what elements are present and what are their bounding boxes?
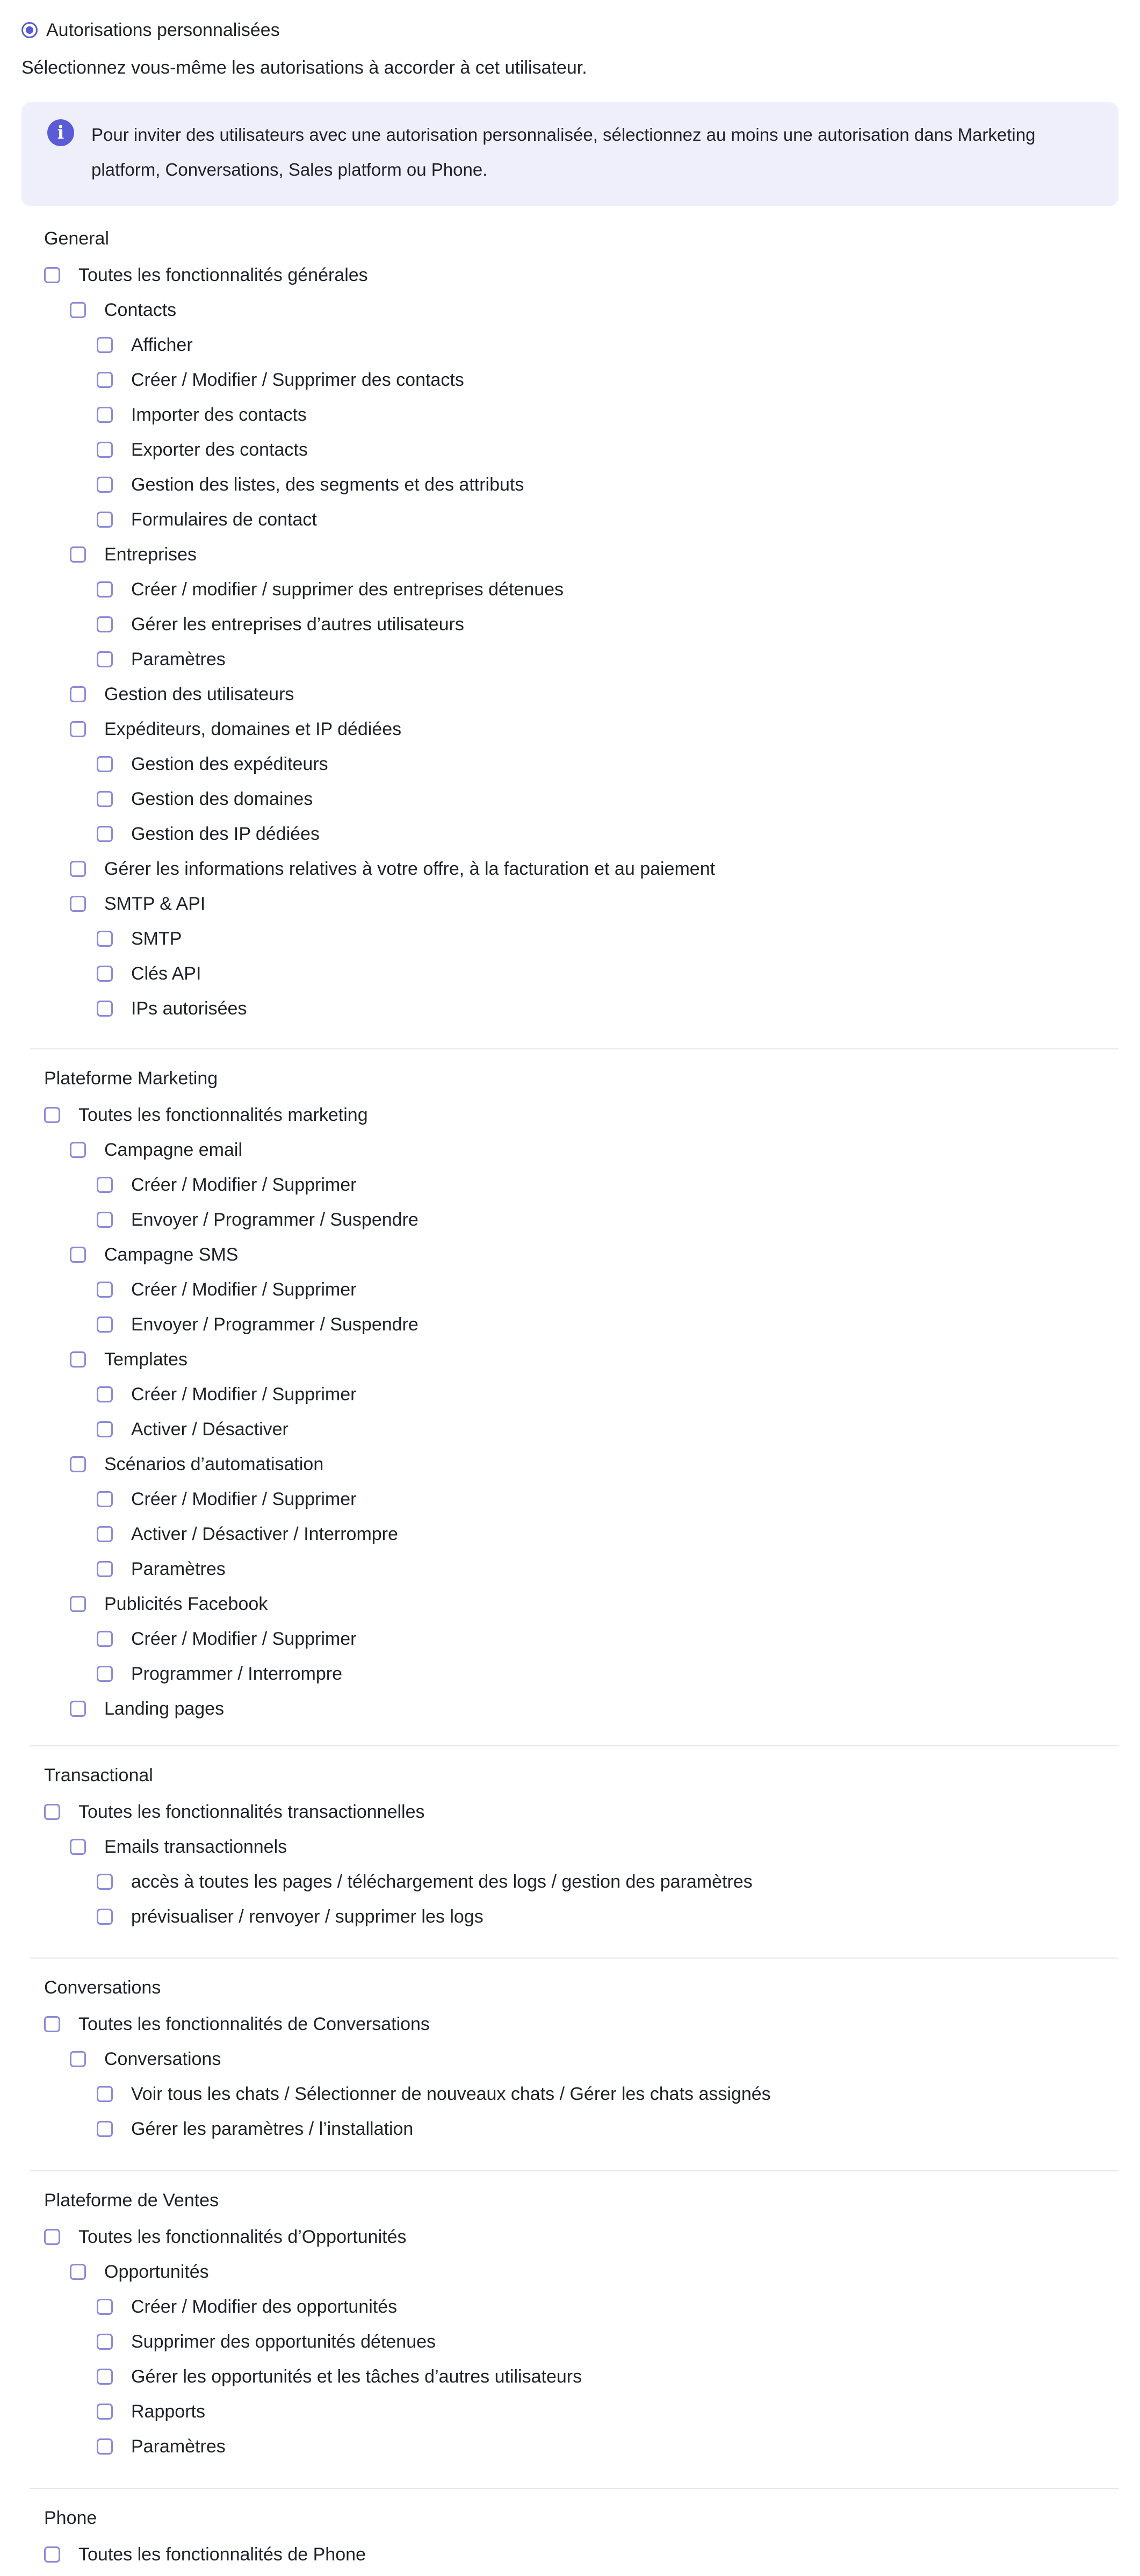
permission-label: Programmer / Interrompre [131, 1663, 342, 1684]
section-divider [30, 2170, 1119, 2171]
permission-label: accès à toutes les pages / téléchargement des logs / gestion des paramètres [131, 1871, 753, 1892]
permission-checkbox[interactable] [97, 2369, 113, 2385]
permission-label: Gérer les entreprises d’autres utilisateurs [131, 614, 464, 635]
permission-checkbox[interactable] [44, 2229, 60, 2245]
info-text-line-1: Pour inviter des utilisateurs avec une autorisation personnalisée, sélectionnez au moins une autorisation dans Marketing [91, 125, 1036, 145]
permission-item-level-2[interactable] [97, 819, 320, 849]
permission-item-level-1[interactable] [70, 539, 197, 570]
permission-item-level-1[interactable] [70, 1135, 242, 1165]
permission-label: Paramètres [131, 2436, 226, 2457]
permission-label: Toutes les fonctionnalités de Phone [78, 2544, 366, 2565]
permission-checkbox[interactable] [97, 931, 113, 947]
section-divider [30, 1745, 1119, 1746]
permission-checkbox[interactable] [97, 581, 113, 598]
permission-item-level-1[interactable] [70, 1240, 238, 1270]
permission-label: Templates [104, 1349, 187, 1370]
permission-label: Créer / Modifier / Supprimer [131, 1384, 357, 1405]
permission-item-level-2[interactable] [97, 400, 307, 430]
permission-item-level-2[interactable] [97, 644, 226, 674]
permission-label: Entreprises [104, 544, 197, 565]
permission-checkbox[interactable] [97, 407, 113, 423]
permission-item-level-2[interactable] [97, 2292, 397, 2322]
permission-checkbox[interactable] [44, 267, 60, 283]
permission-item-level-2[interactable] [97, 330, 193, 360]
permission-label: Créer / Modifier / Supprimer [131, 1279, 357, 1300]
permission-item-level-2[interactable] [97, 1659, 342, 1689]
permission-item-level-1[interactable] [70, 854, 715, 884]
section-divider [30, 1958, 1119, 1959]
permissions-subtitle: Sélectionnez vous-même les autorisations à accorder à cet utilisateur. [21, 57, 587, 78]
permission-item-level-1[interactable] [70, 1589, 268, 1619]
permission-checkbox[interactable] [97, 1386, 113, 1402]
permission-label: Formulaires de contact [131, 509, 317, 530]
permission-checkbox[interactable] [97, 372, 113, 388]
permission-checkbox[interactable] [44, 1804, 60, 1820]
permission-label: Créer / Modifier / Supprimer [131, 1174, 357, 1195]
permission-label: Opportunités [104, 2261, 209, 2282]
permission-item-level-2[interactable] [97, 959, 201, 989]
permission-item-level-2[interactable] [97, 2362, 582, 2392]
permission-item-level-0[interactable] [44, 260, 368, 290]
permission-checkbox[interactable] [97, 2121, 113, 2137]
permission-checkbox[interactable] [70, 896, 86, 912]
permission-label: prévisualiser / renvoyer / supprimer les logs [131, 1906, 484, 1927]
permission-checkbox[interactable] [97, 337, 113, 353]
permission-item-level-2[interactable] [97, 1309, 419, 1340]
permission-item-level-2[interactable] [97, 2327, 436, 2357]
permission-item-level-2[interactable] [97, 574, 564, 605]
permission-checkbox[interactable] [44, 2016, 60, 2032]
permission-checkbox[interactable] [70, 1701, 86, 1717]
permission-label: Gestion des IP dédiées [131, 823, 320, 844]
custom-permissions-radio[interactable] [21, 15, 280, 45]
permission-checkbox[interactable] [97, 826, 113, 842]
permission-item-level-1[interactable] [70, 2044, 221, 2074]
permission-label: Clés API [131, 963, 201, 984]
permission-checkbox[interactable] [97, 966, 113, 982]
permission-checkbox[interactable] [70, 1596, 86, 1612]
permission-item-level-2[interactable] [97, 2114, 413, 2144]
permission-label: Gérer les paramètres / l’installation [131, 2118, 414, 2139]
permission-checkbox[interactable] [97, 442, 113, 458]
permission-item-level-2[interactable] [97, 1414, 288, 1444]
permission-label: Emails transactionnels [104, 1836, 287, 1857]
permission-label: Importer des contacts [131, 404, 307, 425]
permission-item-level-1[interactable] [70, 1694, 224, 1724]
permission-checkbox[interactable] [97, 1491, 113, 1507]
permission-label: Envoyer / Programmer / Suspendre [131, 1314, 419, 1335]
section-title: Conversations [44, 1977, 161, 1998]
permission-label: Créer / Modifier / Supprimer [131, 1628, 357, 1649]
permission-checkbox[interactable] [70, 1247, 86, 1263]
permission-item-level-1[interactable] [70, 1344, 187, 1375]
permission-checkbox[interactable] [70, 1839, 86, 1855]
permission-item-level-2[interactable] [97, 1519, 398, 1549]
info-text-line-2: platform, Conversations, Sales platform ou Phone. [91, 160, 488, 179]
permission-label: Créer / modifier / supprimer des entreprises détenues [131, 579, 564, 600]
permission-label: Créer / Modifier / Supprimer [131, 1488, 357, 1509]
permission-item-level-0[interactable] [44, 2539, 366, 2570]
permission-checkbox[interactable] [97, 512, 113, 528]
permission-checkbox[interactable] [97, 2404, 113, 2420]
permission-checkbox[interactable] [97, 2086, 113, 2102]
permission-checkbox[interactable] [70, 1456, 86, 1472]
section-title: General [44, 228, 109, 249]
permission-checkbox[interactable] [70, 686, 86, 702]
section-title: Phone [44, 2508, 97, 2528]
info-banner [21, 102, 1119, 206]
permission-item-level-2[interactable] [97, 1205, 419, 1235]
permission-checkbox[interactable] [97, 1909, 113, 1925]
permission-item-level-2[interactable] [97, 1867, 753, 1897]
info-icon: i [47, 119, 74, 146]
permission-label: IPs autorisées [131, 998, 247, 1019]
permission-item-level-2[interactable] [97, 470, 524, 500]
radio-selected-icon [21, 22, 38, 38]
permission-item-level-2[interactable] [97, 1484, 356, 1514]
permission-label: Publicités Facebook [104, 1593, 268, 1614]
permission-checkbox[interactable] [97, 791, 113, 807]
permission-item-level-1[interactable] [70, 1832, 287, 1862]
permission-label: Gestion des expéditeurs [131, 753, 328, 774]
permission-label: Créer / Modifier des opportunités [131, 2296, 398, 2317]
permission-label: Activer / Désactiver / Interrompre [131, 1523, 398, 1544]
permission-item-level-1[interactable] [70, 1449, 323, 1479]
permission-item-level-0[interactable] [44, 2222, 406, 2252]
info-text [91, 117, 1097, 187]
permission-label: Contacts [104, 299, 177, 320]
permission-item-level-2[interactable] [97, 609, 464, 639]
permission-label: Créer / Modifier / Supprimer des contacts [131, 369, 464, 390]
permission-item-level-2[interactable] [97, 365, 464, 395]
permission-item-level-0[interactable] [44, 2009, 430, 2039]
permission-item-level-2[interactable] [97, 1624, 356, 1654]
permission-label: SMTP & API [104, 893, 206, 914]
permission-checkbox[interactable] [70, 2051, 86, 2067]
permission-checkbox[interactable] [97, 1421, 113, 1437]
permission-label: Supprimer des opportunités détenues [131, 2331, 436, 2352]
permission-label: Rapports [131, 2401, 205, 2422]
permission-label: Gestion des utilisateurs [104, 683, 294, 704]
permission-checkbox[interactable] [97, 651, 113, 667]
permission-item-level-1[interactable] [70, 714, 401, 744]
permission-item-level-2[interactable] [97, 2079, 771, 2109]
permission-item-level-2[interactable] [97, 1902, 484, 1932]
permission-item-level-2[interactable] [97, 505, 317, 535]
permission-item-level-2[interactable] [97, 749, 328, 779]
permission-checkbox[interactable] [97, 616, 113, 632]
permission-checkbox[interactable] [70, 1351, 86, 1368]
permission-item-level-0[interactable] [44, 1797, 425, 1827]
permission-checkbox[interactable] [70, 861, 86, 877]
section-title: Transactional [44, 1765, 153, 1786]
permission-label: Toutes les fonctionnalités marketing [78, 1104, 368, 1125]
permission-checkbox[interactable] [97, 1666, 113, 1682]
permission-label: Activer / Désactiver [131, 1419, 288, 1440]
permission-label: Gérer les informations relatives à votre offre, à la facturation et au paiement [104, 858, 716, 879]
permission-checkbox[interactable] [97, 2438, 113, 2455]
permission-label: Paramètres [131, 649, 226, 670]
permission-item-level-2[interactable] [97, 2397, 205, 2427]
permission-checkbox[interactable] [97, 2299, 113, 2315]
permission-checkbox[interactable] [97, 1001, 113, 1017]
permission-label: Conversations [104, 2048, 221, 2069]
section-divider [30, 1048, 1119, 1049]
permission-checkbox[interactable] [70, 302, 86, 318]
permission-item-level-1[interactable] [70, 889, 205, 919]
permission-checkbox[interactable] [97, 1282, 113, 1298]
permission-checkbox[interactable] [97, 1212, 113, 1228]
permission-label: Gestion des listes, des segments et des attributs [131, 474, 524, 495]
permission-item-level-1[interactable] [70, 295, 176, 325]
custom-permissions-label: Autorisations personnalisées [46, 19, 280, 40]
permission-checkbox[interactable] [97, 1316, 113, 1333]
permission-label: Toutes les fonctionnalités d’Opportunités [78, 2226, 407, 2247]
permission-item-level-2[interactable] [97, 994, 247, 1024]
permission-label: Exporter des contacts [131, 439, 308, 460]
permission-label: Expéditeurs, domaines et IP dédiées [104, 718, 402, 739]
permission-checkbox[interactable] [97, 477, 113, 493]
permission-label: SMTP [131, 928, 182, 949]
section-divider [30, 2488, 1119, 2489]
permission-label: Toutes les fonctionnalités de Conversations [78, 2013, 430, 2034]
permission-item-level-2[interactable] [97, 435, 308, 465]
permission-item-level-2[interactable] [97, 1275, 356, 1305]
permission-checkbox[interactable] [97, 1561, 113, 1577]
permission-checkbox[interactable] [44, 2546, 60, 2563]
section-title: Plateforme Marketing [44, 1068, 218, 1089]
permission-item-level-2[interactable] [97, 1379, 356, 1409]
permission-checkbox[interactable] [97, 1526, 113, 1542]
section-title: Plateforme de Ventes [44, 2190, 219, 2211]
permission-checkbox[interactable] [70, 2264, 86, 2280]
permission-checkbox[interactable] [97, 1874, 113, 1890]
permission-checkbox[interactable] [70, 546, 86, 563]
permission-label: Landing pages [104, 1698, 225, 1719]
permission-label: Gérer les opportunités et les tâches d’autres utilisateurs [131, 2366, 582, 2387]
permission-checkbox[interactable] [97, 1177, 113, 1193]
permission-label: Campagne email [104, 1139, 243, 1160]
permission-label: Toutes les fonctionnalités générales [78, 264, 368, 285]
permission-item-level-2[interactable] [97, 924, 182, 954]
permission-label: Toutes les fonctionnalités transactionnelles [78, 1801, 425, 1822]
permission-checkbox[interactable] [44, 1107, 60, 1123]
permission-label: Campagne SMS [104, 1244, 239, 1265]
permission-item-level-0[interactable] [44, 1100, 368, 1130]
permission-checkbox[interactable] [70, 1142, 86, 1158]
permission-label: Paramètres [131, 1558, 226, 1579]
permission-item-level-1[interactable] [70, 2257, 209, 2287]
permission-checkbox[interactable] [97, 1631, 113, 1647]
permission-checkbox[interactable] [97, 2334, 113, 2350]
permission-item-level-2[interactable] [97, 2431, 226, 2462]
permission-label: Afficher [131, 334, 193, 355]
permission-item-level-2[interactable] [97, 784, 313, 814]
permission-label: Envoyer / Programmer / Suspendre [131, 1209, 419, 1230]
permission-label: Gestion des domaines [131, 788, 313, 809]
permission-item-level-1[interactable] [70, 679, 294, 709]
permission-label: Scénarios d’automatisation [104, 1454, 324, 1474]
permission-item-level-2[interactable] [97, 1170, 356, 1200]
permission-checkbox[interactable] [70, 721, 86, 737]
permission-checkbox[interactable] [97, 756, 113, 772]
permission-label: Voir tous les chats / Sélectionner de nouveaux chats / Gérer les chats assignés [131, 2083, 771, 2104]
permission-item-level-2[interactable] [97, 1554, 226, 1584]
